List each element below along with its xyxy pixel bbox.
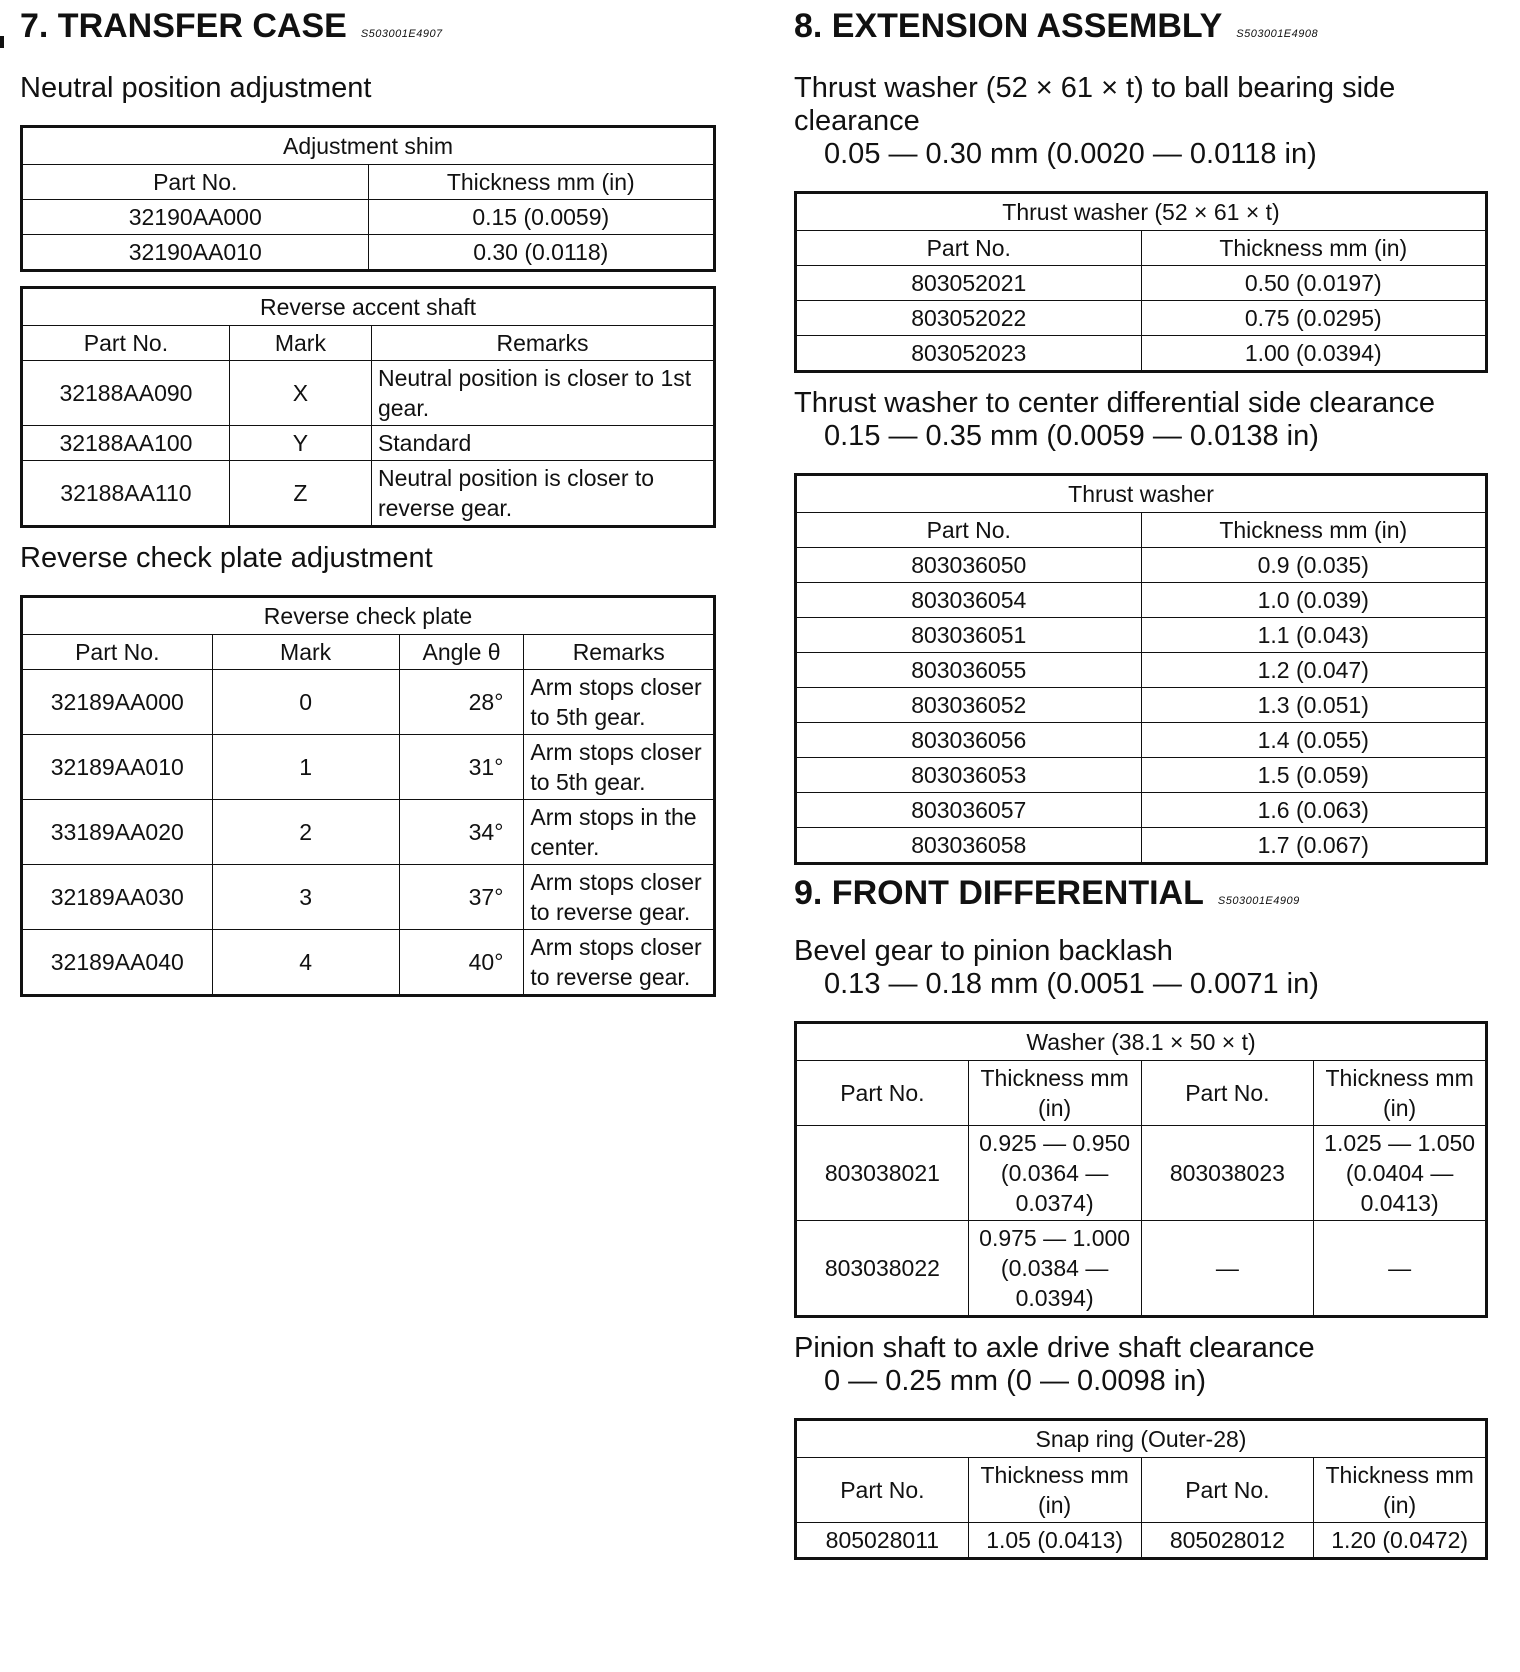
section-7-title: 7. TRANSFER CASE: [20, 7, 347, 45]
col-header: Thickness mm (in): [1141, 231, 1487, 266]
table-caption: Washer (38.1 × 50 × t): [796, 1023, 1487, 1061]
section-7-code: S503001E4907: [360, 28, 443, 40]
neutral-adjust-label: Neutral position adjustment: [20, 72, 372, 104]
part-no-cell: 32188AA110: [22, 461, 230, 527]
col-header: Part No.: [796, 1458, 969, 1523]
right-column: [794, 0, 1488, 1560]
part-no-cell: 33189AA020: [22, 800, 213, 865]
section-9-code: S503001E4909: [1217, 895, 1300, 907]
angle-cell: 40°: [399, 930, 524, 996]
table-row: [796, 583, 1487, 618]
mark-cell: 4: [212, 930, 399, 996]
mark-cell: Z: [229, 461, 371, 527]
col-header: Part No.: [22, 635, 213, 670]
col-header: Mark: [212, 635, 399, 670]
thickness-cell: —: [1314, 1221, 1487, 1317]
remarks-cell: Arm stops closer to reverse gear.: [524, 865, 715, 930]
thickness-cell: 0.9 (0.035): [1141, 548, 1487, 583]
table-caption: Snap ring (Outer-28): [796, 1420, 1487, 1458]
table-row: [22, 800, 715, 865]
table-row: [796, 336, 1487, 372]
angle-cell: 31°: [399, 735, 524, 800]
thickness-cell: 1.6 (0.063): [1141, 793, 1487, 828]
remarks-cell: Neutral position is closer to 1st gear.: [371, 361, 714, 426]
thrust-washer-diff-desc: Thrust washer to center differential side clearance: [794, 387, 1436, 419]
mark-cell: 3: [212, 865, 399, 930]
part-no-cell: 803036055: [796, 653, 1142, 688]
part-no-cell: 32190AA000: [22, 200, 369, 235]
table-row: [796, 653, 1487, 688]
table-row: [796, 301, 1487, 336]
left-column: [20, 0, 716, 997]
part-no-cell: 805028011: [796, 1523, 969, 1559]
part-no-cell: 803036051: [796, 618, 1142, 653]
part-no-cell: 803038022: [796, 1221, 969, 1317]
pinion-shaft-desc: Pinion shaft to axle drive shaft clearance: [794, 1332, 1315, 1364]
table-row: [22, 670, 715, 735]
col-header: Thickness mm (in): [1141, 513, 1487, 548]
part-no-cell: —: [1141, 1221, 1314, 1317]
reverse-check-plate-table: [20, 595, 716, 997]
mark-cell: 0: [212, 670, 399, 735]
table-caption: Reverse accent shaft: [22, 288, 715, 326]
col-header: Part No.: [796, 231, 1142, 266]
thickness-cell: 1.3 (0.051): [1141, 688, 1487, 723]
angle-cell: 34°: [399, 800, 524, 865]
remarks-cell: Arm stops in the center.: [524, 800, 715, 865]
pinion-shaft-spec: 0 — 0.25 mm (0 — 0.0098 in): [824, 1365, 1206, 1397]
part-no-cell: 32188AA100: [22, 426, 230, 461]
col-header: Part No.: [796, 513, 1142, 548]
section-9-heading: [794, 873, 1488, 921]
table-row: [796, 1126, 1487, 1221]
mark-cell: X: [229, 361, 371, 426]
mark-cell: Y: [229, 426, 371, 461]
col-header: Thickness mm (in): [1314, 1458, 1487, 1523]
adjustment-shim-table: [20, 125, 716, 272]
part-no-cell: 803036056: [796, 723, 1142, 758]
thickness-cell: 0.975 — 1.000 (0.0384 — 0.0394): [968, 1221, 1141, 1317]
mark-cell: 1: [212, 735, 399, 800]
col-header: Thickness mm (in): [368, 165, 715, 200]
part-no-cell: 32189AA030: [22, 865, 213, 930]
col-header: Part No.: [796, 1061, 969, 1126]
table-row: [796, 688, 1487, 723]
remarks-cell: Standard: [371, 426, 714, 461]
angle-cell: 28°: [399, 670, 524, 735]
part-no-cell: 803036054: [796, 583, 1142, 618]
thickness-cell: 0.15 (0.0059): [368, 200, 715, 235]
angle-cell: 37°: [399, 865, 524, 930]
thrust-washer-diff-spec: 0.15 — 0.35 mm (0.0059 — 0.0138 in): [824, 420, 1319, 452]
part-no-cell: 803036053: [796, 758, 1142, 793]
table-caption: Thrust washer (52 × 61 × t): [796, 193, 1487, 231]
thickness-cell: 1.00 (0.0394): [1141, 336, 1487, 372]
reverse-accent-shaft-table: [20, 286, 716, 528]
col-header: Thickness mm (in): [1314, 1061, 1487, 1126]
section-9-title: 9. FRONT DIFFERENTIAL: [794, 874, 1204, 912]
table-row: [796, 548, 1487, 583]
remarks-cell: Neutral position is closer to reverse gear.: [371, 461, 714, 527]
backlash-spec: 0.13 — 0.18 mm (0.0051 — 0.0071 in): [824, 968, 1319, 1000]
table-row: [22, 865, 715, 930]
table-row: [796, 758, 1487, 793]
table-row: [22, 426, 715, 461]
part-no-cell: 32189AA000: [22, 670, 213, 735]
table-caption: Thrust washer: [796, 475, 1487, 513]
col-header: Remarks: [371, 326, 714, 361]
table-row: [22, 930, 715, 996]
remarks-cell: Arm stops closer to 5th gear.: [524, 670, 715, 735]
part-no-cell: 803038023: [1141, 1126, 1314, 1221]
col-header: Mark: [229, 326, 371, 361]
thrust-washer-bearing-spec: 0.05 — 0.30 mm (0.0020 — 0.0118 in): [824, 138, 1317, 170]
col-header: Part No.: [22, 326, 230, 361]
part-no-cell: 805028012: [1141, 1523, 1314, 1559]
part-no-cell: 803038021: [796, 1126, 969, 1221]
thickness-cell: 0.30 (0.0118): [368, 235, 715, 271]
table-row: [796, 793, 1487, 828]
thickness-cell: 1.05 (0.0413): [968, 1523, 1141, 1559]
remarks-cell: Arm stops closer to reverse gear.: [524, 930, 715, 996]
part-no-cell: 803052023: [796, 336, 1142, 372]
part-no-cell: 803036058: [796, 828, 1142, 864]
snap-ring-table: [794, 1418, 1488, 1560]
table-row: [22, 461, 715, 527]
mark-cell: 2: [212, 800, 399, 865]
col-header: Part No.: [22, 165, 369, 200]
thickness-cell: 1.1 (0.043): [1141, 618, 1487, 653]
section-8-title: 8. EXTENSION ASSEMBLY: [794, 7, 1223, 45]
thrust-washer-bearing-desc: Thrust washer (52 × 61 × t) to ball bearing side clearance: [794, 72, 1396, 137]
table-row: [22, 200, 715, 235]
thickness-cell: 1.5 (0.059): [1141, 758, 1487, 793]
thickness-cell: 1.20 (0.0472): [1314, 1523, 1487, 1559]
table-row: [796, 723, 1487, 758]
col-header: Remarks: [524, 635, 715, 670]
thickness-cell: 0.75 (0.0295): [1141, 301, 1487, 336]
check-plate-adjust-label: Reverse check plate adjustment: [20, 542, 433, 574]
thickness-cell: 1.0 (0.039): [1141, 583, 1487, 618]
part-no-cell: 32188AA090: [22, 361, 230, 426]
part-no-cell: 803036057: [796, 793, 1142, 828]
thickness-cell: 1.7 (0.067): [1141, 828, 1487, 864]
table-row: [796, 1221, 1487, 1317]
table-row: [796, 828, 1487, 864]
col-header: Thickness mm (in): [968, 1061, 1141, 1126]
col-header: Thickness mm (in): [968, 1458, 1141, 1523]
thrust-washer-52x61-table: [794, 191, 1488, 373]
col-header: Part No.: [1141, 1061, 1314, 1126]
part-no-cell: 803036052: [796, 688, 1142, 723]
thickness-cell: 0.925 — 0.950 (0.0364 — 0.0374): [968, 1126, 1141, 1221]
section-7-heading: [20, 6, 716, 54]
section-8-heading: [794, 6, 1488, 54]
part-no-cell: 803036050: [796, 548, 1142, 583]
table-row: [796, 618, 1487, 653]
table-caption: Reverse check plate: [22, 597, 715, 635]
col-header: Part No.: [1141, 1458, 1314, 1523]
section-8-code: S503001E4908: [1236, 28, 1319, 40]
thickness-cell: 1.2 (0.047): [1141, 653, 1487, 688]
table-row: [796, 1523, 1487, 1559]
part-no-cell: 803052022: [796, 301, 1142, 336]
thickness-cell: 0.50 (0.0197): [1141, 266, 1487, 301]
table-row: [22, 361, 715, 426]
table-row: [22, 235, 715, 271]
thrust-washer-table: [794, 473, 1488, 865]
part-no-cell: 32189AA040: [22, 930, 213, 996]
thickness-cell: 1.4 (0.055): [1141, 723, 1487, 758]
thickness-cell: 1.025 — 1.050 (0.0404 — 0.0413): [1314, 1126, 1487, 1221]
table-row: [22, 735, 715, 800]
col-header: Angle θ: [399, 635, 524, 670]
margin-mark: [0, 36, 4, 48]
remarks-cell: Arm stops closer to 5th gear.: [524, 735, 715, 800]
table-row: [796, 266, 1487, 301]
table-caption: Adjustment shim: [22, 127, 715, 165]
part-no-cell: 803052021: [796, 266, 1142, 301]
part-no-cell: 32189AA010: [22, 735, 213, 800]
backlash-desc: Bevel gear to pinion backlash: [794, 935, 1173, 967]
part-no-cell: 32190AA010: [22, 235, 369, 271]
washer-38x50-table: [794, 1021, 1488, 1318]
